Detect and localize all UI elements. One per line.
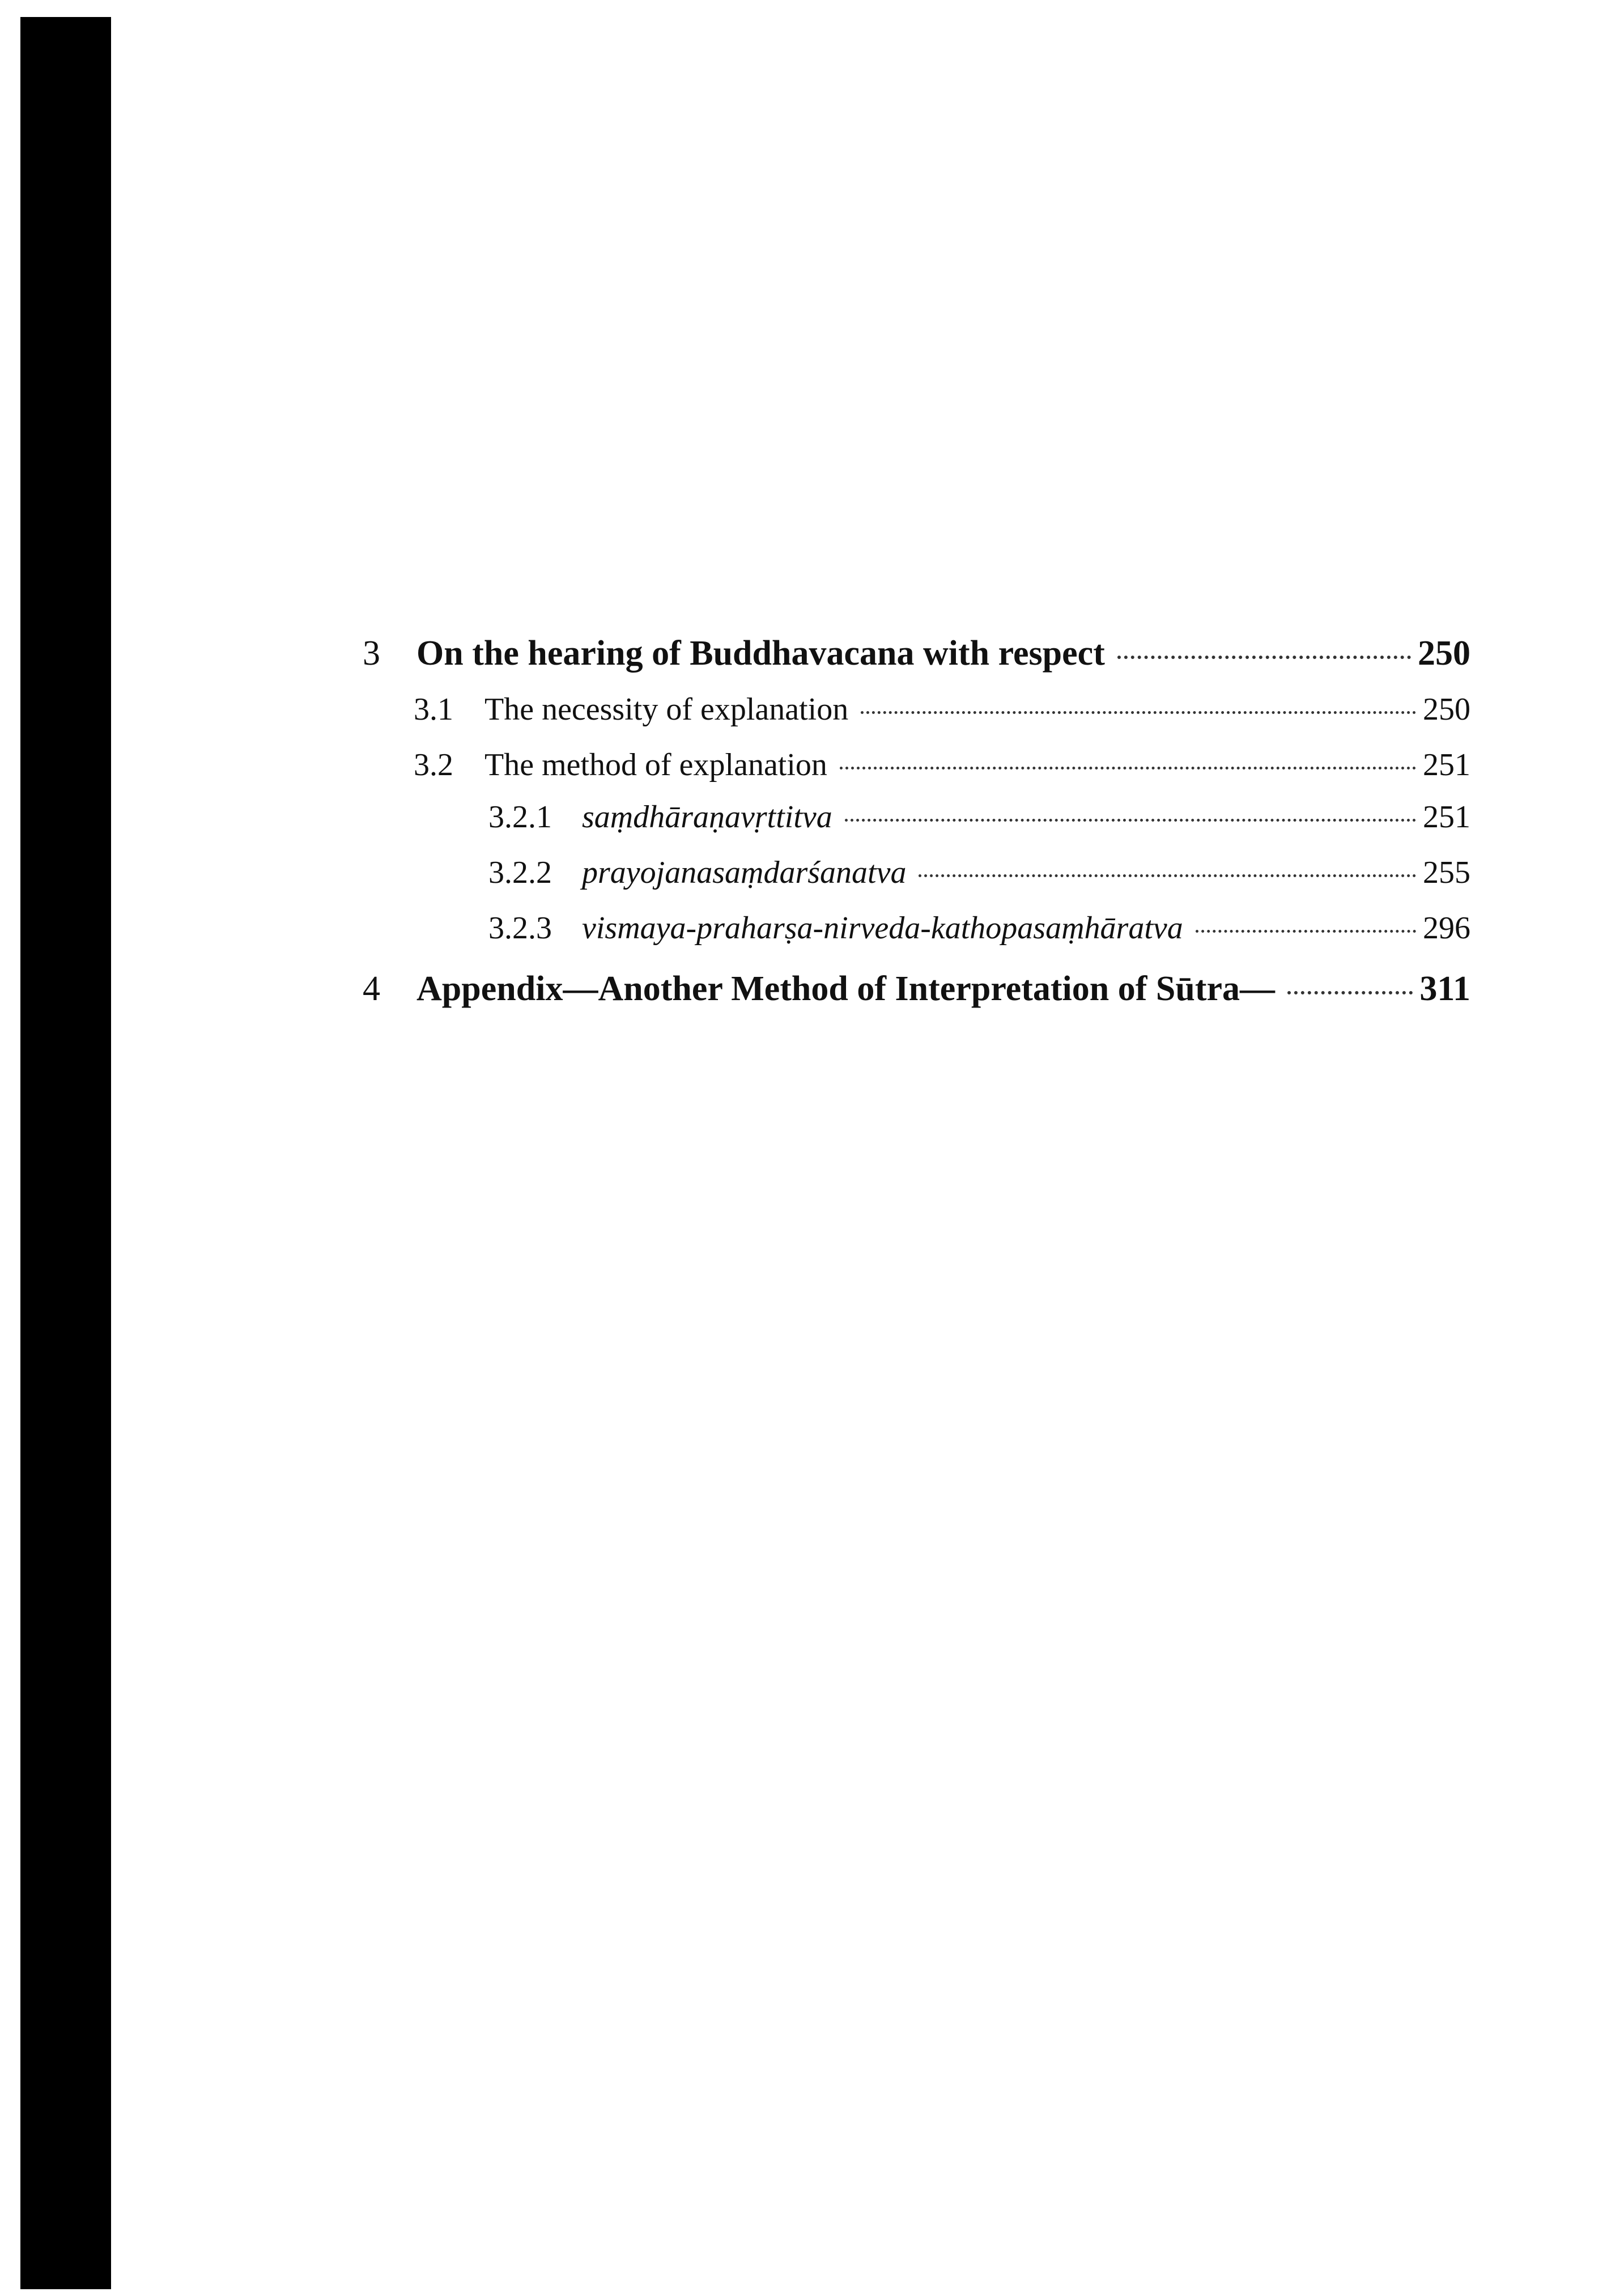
- toc-entry-page: 250: [1423, 692, 1470, 727]
- toc-entry-title: prayojanasaṃdarśanatva: [582, 855, 907, 890]
- toc-entry-title: vismaya-praharṣa-nirveda-kathopasaṃhāratva: [582, 911, 1183, 946]
- dot-leader: [1287, 991, 1413, 994]
- toc-entry-number: 3.2.1: [488, 800, 552, 835]
- dot-leader: [1117, 656, 1411, 659]
- toc-entry-3-2: [414, 747, 1470, 783]
- toc-entry-number: 3: [363, 634, 380, 673]
- toc-entry-title: The necessity of explanation: [484, 692, 849, 727]
- toc-entry-title: saṃdhāraṇavṛttitva: [582, 800, 832, 835]
- dot-leader: [845, 819, 1416, 822]
- toc-entry-3: [363, 633, 1470, 674]
- toc-entry-3-1: [414, 691, 1470, 728]
- toc-entry-3-2-1: [488, 799, 1470, 835]
- toc-entry-3-2-3: [488, 910, 1470, 946]
- toc-entry-page: 251: [1423, 800, 1470, 835]
- toc-entry-page: 251: [1423, 747, 1470, 783]
- toc-entry-title: Appendix—Another Method of Interpretation of Sūtra—: [416, 970, 1276, 1008]
- toc-entry-number: 3.1: [414, 692, 453, 727]
- toc-entry-number: 3.2.2: [488, 855, 552, 890]
- dot-leader: [861, 711, 1416, 714]
- dot-leader: [919, 874, 1416, 877]
- toc-entry-number: 3.2: [414, 747, 453, 783]
- toc-entry-page: 311: [1419, 970, 1470, 1008]
- dot-leader: [840, 767, 1416, 769]
- toc-entry-page: 296: [1423, 911, 1470, 946]
- dot-leader: [1196, 930, 1416, 933]
- toc-entry-number: 3.2.3: [488, 911, 552, 946]
- toc-entry-3-2-2: [488, 854, 1470, 891]
- toc-entry-number: 4: [363, 970, 380, 1008]
- toc-entry-page: 250: [1418, 634, 1470, 673]
- toc-entry-page: 255: [1423, 855, 1470, 890]
- toc-entry-title: The method of explanation: [484, 747, 827, 783]
- toc-entry-title: On the hearing of Buddhavacana with respect: [416, 634, 1105, 673]
- toc-entry-4: [363, 969, 1470, 1009]
